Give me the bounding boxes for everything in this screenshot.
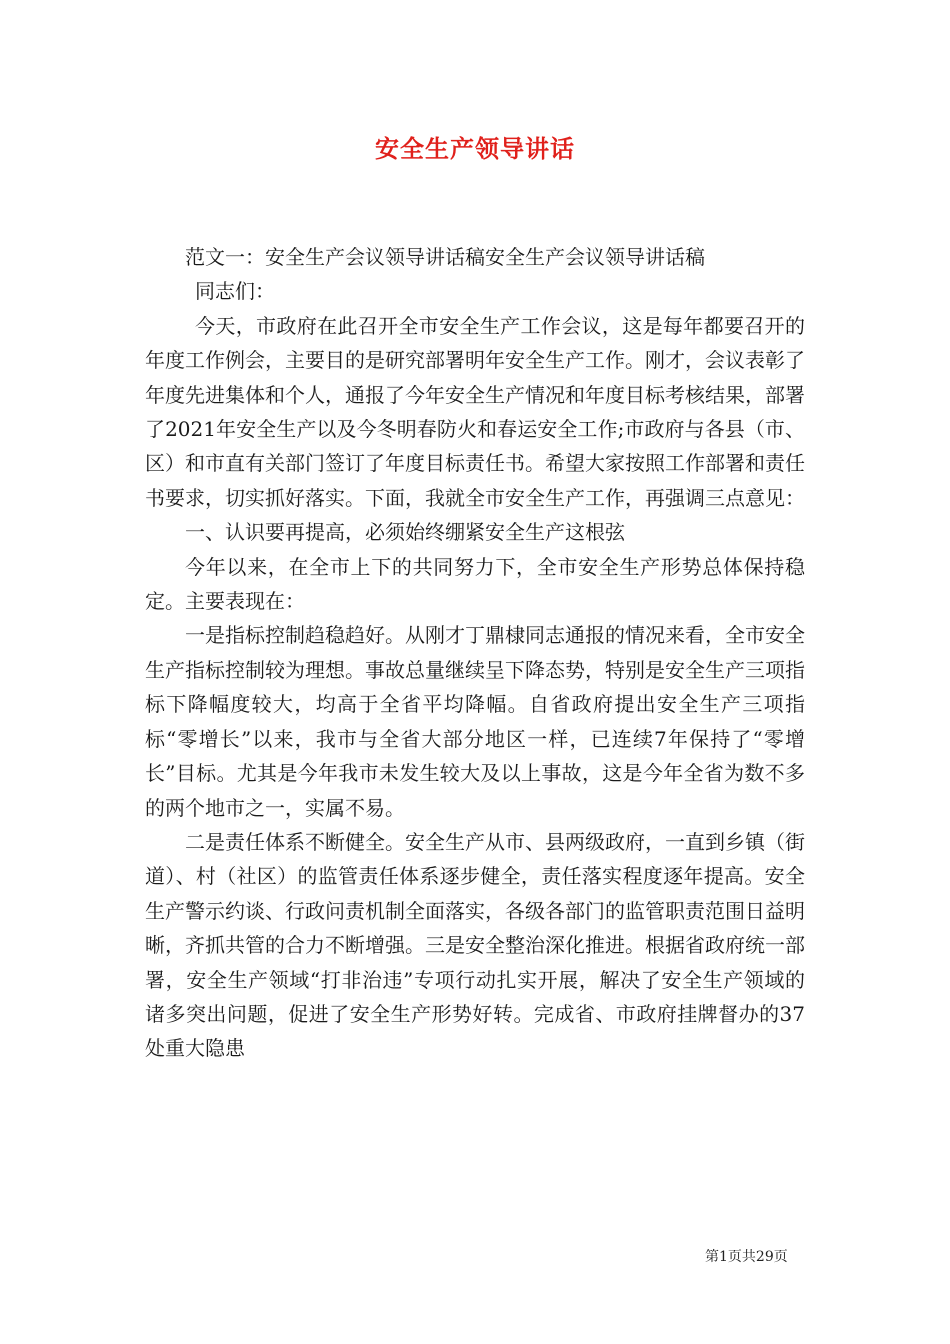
paragraph-section-heading: 一、认识要再提高，必须始终绷紧安全生产这根弦	[185, 520, 625, 545]
paragraph-point-two: 二是责任体系不断健全。安全生产从市、县两级政府，一直到乡镇（街道）、村（社区）的监管责任体系逐步健全，责任落实程度逐年提高。安全生产警示约谈、行政问责机制全面落实，各级各部门的监管职责范围日益明晰，齐抓共管的合力不断增强。三是安全整治深化推进。根据省政府统一部署，安全生产领域“打非治违”专项行动扎实开展，解决了安全生产领域的诸多突出问题，促进了安全生产形势好转。完成省、市政府挂牌督办的37处重大隐患	[145, 829, 805, 1061]
document-body	[145, 240, 805, 1066]
paragraph-opening: 今天，市政府在此召开全市安全生产工作会议，这是每年都要召开的年度工作例会，主要目的是研究部署明年安全生产工作。刚才，会议表彰了年度先进集体和个人，通报了今年安全生产情况和年度目标考核结果，部署了2021年安全生产以及今冬明春防火和春运安全工作;市政府与各县（市、区）和市直有关部门签订了年度目标责任书。希望大家按照工作部署和责任书要求，切实抓好落实。下面，我就全市安全生产工作，再强调三点意见：	[145, 313, 805, 510]
paragraph-heading-sample: 范文一：安全生产会议领导讲话稿安全生产会议领导讲话稿	[185, 245, 705, 269]
paragraph-salutation: 同志们：	[195, 279, 275, 304]
paragraph-overview: 今年以来，在全市上下的共同努力下，全市安全生产形势总体保持稳定。主要表现在：	[145, 554, 805, 614]
document-title: 安全生产领导讲话	[375, 134, 575, 163]
paragraph-point-one: 一是指标控制趋稳趋好。从刚才丁鼎棣同志通报的情况来看，全市安全生产指标控制较为理想。事故总量继续呈下降态势，特别是安全生产三项指标下降幅度较大，均高于全省平均降幅。自省政府提出安全生产三项指标“零增长”以来，我市与全省大部分地区一样，已连续7年保持了“零增长”目标。尤其是今年我市未发生较大及以上事故，这是今年全省为数不多的两个地市之一，实属不易。	[145, 623, 805, 820]
page-number-footer: 第1页共29页	[705, 1249, 788, 1265]
